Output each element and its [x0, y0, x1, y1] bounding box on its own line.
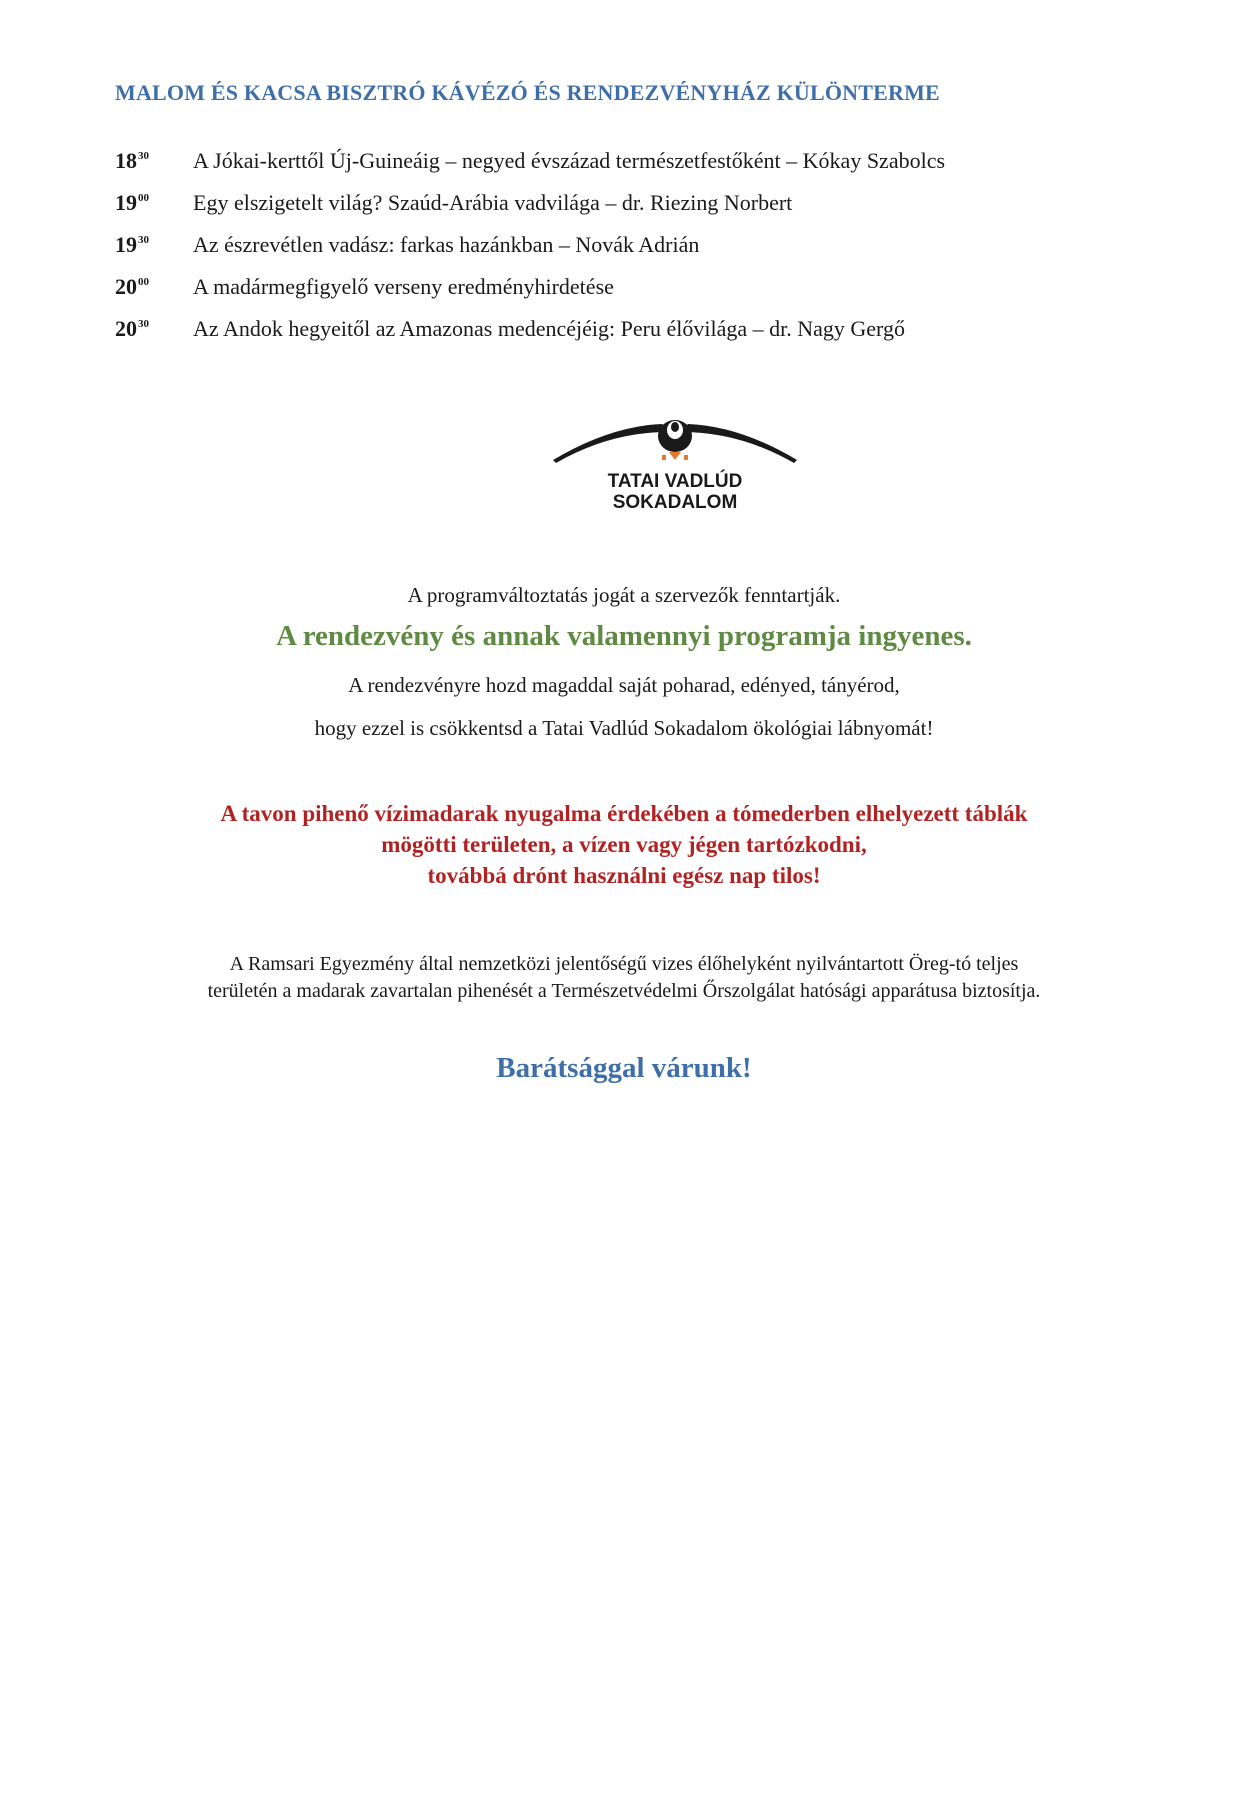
ramsar-line: A Ramsari Egyezmény által nemzetközi jelentőségű vizes élőhelyként nyilvántartott Öreg-tó teljes [229, 953, 1019, 975]
schedule-row [115, 232, 1145, 274]
ramsar-info [0, 951, 1248, 1005]
time-hour: 20 [115, 274, 137, 299]
warning-line: A tavon pihenő vízimadarak nyugalma érdekében a tómederben elhelyezett táblák [220, 801, 1028, 826]
lake-restriction-warning [0, 798, 1248, 891]
schedule-title: Az Andok hegyeitől az Amazonas medencéjéig: Peru élővilága – dr. Nagy Gergő [193, 316, 905, 341]
time-hour: 20 [115, 316, 137, 341]
venue-heading: MALOM ÉS KACSA BISZTRÓ KÁVÉZÓ ÉS RENDEZVÉNYHÁZ KÜLÖNTERME [115, 80, 940, 105]
time-minute: 30 [138, 150, 149, 162]
time-hour: 18 [115, 148, 137, 173]
tatai-vadlud-sokadalom-logo [550, 408, 800, 518]
program-change-notice: A programváltoztatás jogát a szervezők fenntartják. [407, 583, 841, 607]
time-hour: 19 [115, 232, 137, 257]
warning-line: továbbá drónt használni egész nap tilos! [427, 863, 821, 888]
time-minute: 30 [138, 318, 149, 330]
time-minute: 30 [138, 234, 149, 246]
schedule-title: Egy elszigetelt világ? Szaúd-Arábia vadvilága – dr. Riezing Norbert [193, 190, 793, 215]
time-hour: 19 [115, 190, 137, 215]
ramsar-line: területén a madarak zavartalan pihenését a Természetvédelmi Őrszolgálat hatósági apparátusa biztosítja. [207, 980, 1041, 1002]
bring-own-dishes-line-1: A rendezvényre hozd magaddal saját poharad, edényed, tányérod, [348, 673, 900, 697]
bring-own-dishes-line-2: hogy ezzel is csökkentsd a Tatai Vadlúd Sokadalom ökológiai lábnyomát! [314, 716, 934, 740]
schedule-row [115, 274, 1145, 316]
free-admission-text: A rendezvény és annak valamennyi programja ingyenes. [276, 620, 972, 652]
logo-line-2: SOKADALOM [612, 492, 738, 513]
schedule-row [115, 316, 1145, 358]
schedule-time [115, 148, 193, 174]
schedule-time [115, 316, 193, 342]
schedule-title: A madármegfigyelő verseny eredményhirdetése [193, 274, 614, 299]
logo-line-1: TATAI VADLÚD [607, 471, 743, 492]
schedule-time [115, 190, 193, 216]
time-minute: 00 [138, 276, 149, 288]
schedule-row [115, 190, 1145, 232]
program-schedule [115, 148, 1145, 358]
schedule-title: Az észrevétlen vadász: farkas hazánkban – Novák Adrián [193, 232, 700, 257]
schedule-row [115, 148, 1145, 190]
schedule-time [115, 232, 193, 258]
goose-icon [553, 420, 797, 463]
schedule-title: A Jókai-kerttől Új-Guineáig – negyed évszázad természetfestőként – Kókay Szabolcs [193, 148, 946, 173]
closing-greeting: Barátsággal várunk! [496, 1052, 752, 1084]
warning-line: mögötti területen, a vízen vagy jégen tartózkodni, [381, 832, 867, 857]
time-minute: 00 [138, 192, 149, 204]
schedule-time [115, 274, 193, 300]
